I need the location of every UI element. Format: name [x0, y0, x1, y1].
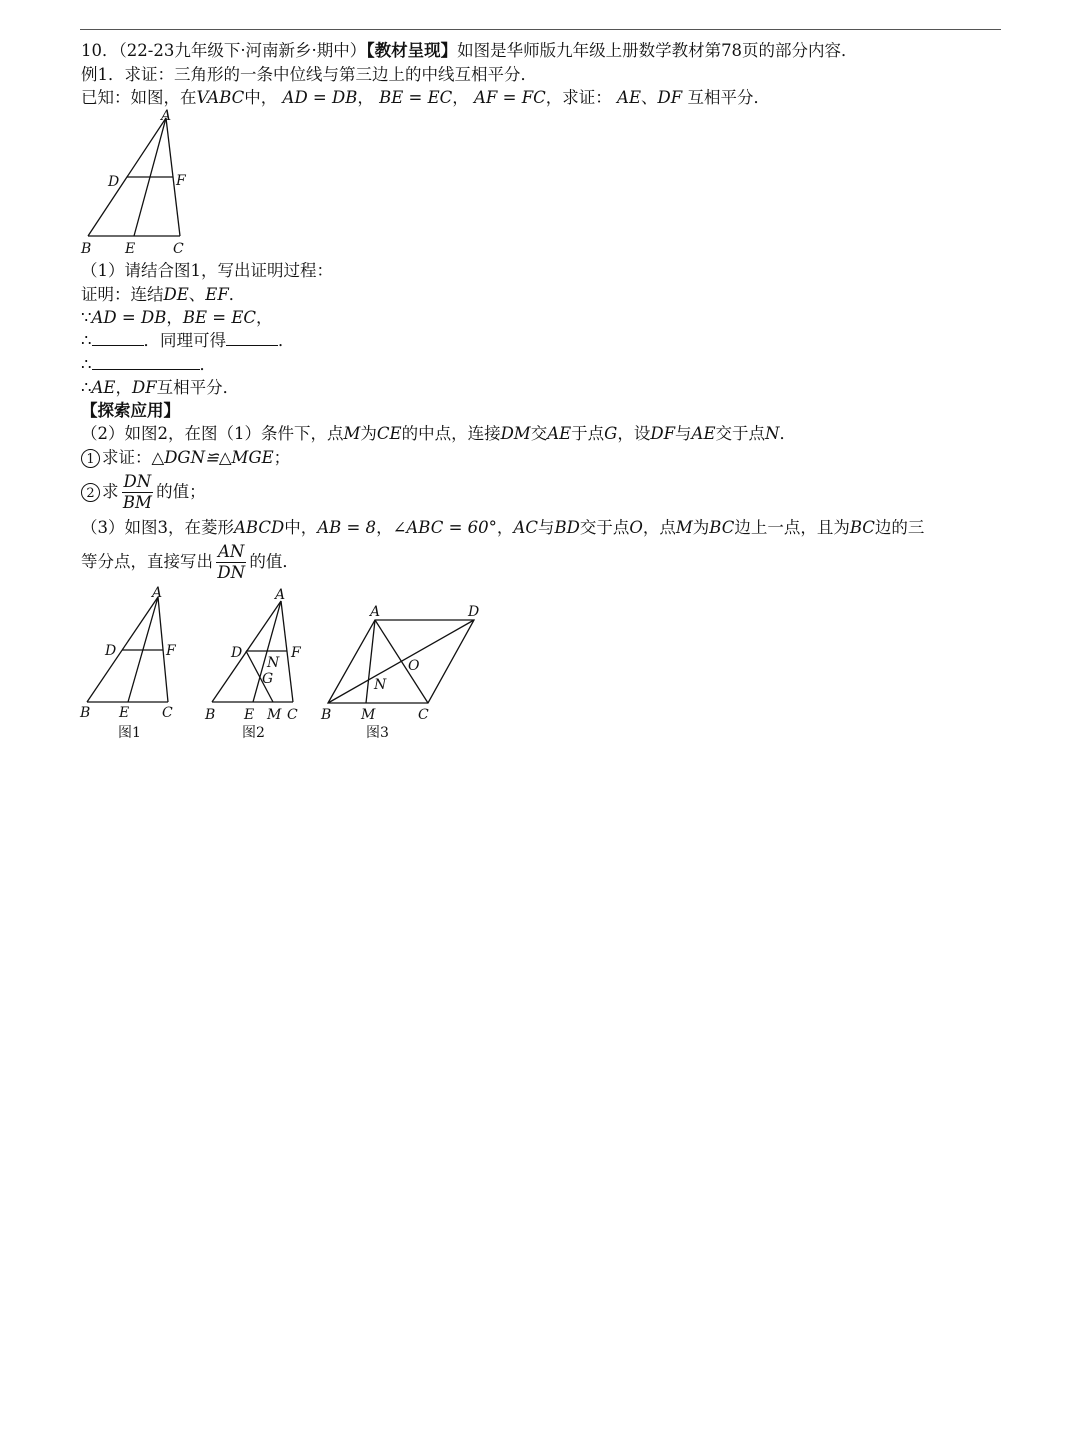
- fig3-label-B: B: [321, 707, 332, 723]
- p2-e: 于点: [571, 424, 605, 443]
- p3-e: 与: [537, 518, 555, 537]
- fraction-DN-BM: [122, 472, 154, 513]
- fig2-label-C: C: [287, 707, 298, 723]
- p3-BC2: BC: [849, 518, 875, 537]
- fig1-label-B: B: [80, 705, 91, 721]
- p3-line2-b: 的值．: [249, 552, 299, 571]
- proof-line-2: [81, 307, 272, 329]
- p2-G: G: [604, 424, 618, 443]
- question-source: （22-23九年级下·河南新乡·期中）: [118, 41, 367, 60]
- given-prefix: 已知：如图，在: [81, 88, 197, 107]
- sub2-text: 求: [102, 482, 119, 501]
- p3-g: ，点: [642, 518, 676, 537]
- header-rule: [80, 29, 1001, 30]
- answer-blank-3[interactable]: [92, 355, 200, 370]
- answer-blank-2[interactable]: [226, 331, 278, 346]
- p2-DF: DF: [650, 424, 676, 443]
- example-line: 例1．求证：三角形的一条中位线与第三边上的中线互相平分．: [81, 65, 537, 84]
- p3-a: （3）如图3，在菱形: [81, 518, 234, 537]
- fraction-AN-DN: [216, 542, 246, 583]
- fig2-label-E: E: [244, 707, 255, 723]
- label-F: F: [176, 173, 186, 189]
- p3-f: 交于点: [579, 518, 630, 537]
- proof-line-3: [81, 330, 295, 352]
- conclusion-DF: DF: [131, 378, 157, 397]
- fig2-label-F: F: [291, 645, 301, 661]
- blank-end: ．: [278, 331, 295, 350]
- fig1-caption: 图1: [118, 725, 141, 741]
- given-suffix: 互相平分．: [687, 88, 770, 107]
- part2-sub2: [81, 470, 206, 514]
- p2-g: 与: [675, 424, 692, 443]
- given-cond-3: AF = FC: [474, 88, 546, 107]
- fig1-label-E: E: [119, 705, 130, 721]
- fig2-label-D: D: [231, 645, 243, 661]
- p3-line2-a: 等分点，直接写出: [81, 552, 213, 571]
- because-sep: ，: [166, 308, 183, 327]
- question-intro: 如图是华师版九年级上册数学教材第78页的部分内容．: [457, 41, 858, 60]
- proof-line-1: [81, 284, 245, 306]
- similarly-text: ．同理可得: [143, 331, 226, 350]
- figure-2: [203, 585, 323, 745]
- fig3-caption: 图3: [366, 725, 389, 741]
- fig3-diagonal-BD: [328, 620, 474, 703]
- label-E: E: [125, 241, 136, 257]
- because-symbol: ∵: [81, 308, 92, 327]
- fig2-caption: 图2: [242, 725, 265, 741]
- given-seg-1: AE: [617, 88, 641, 107]
- figure-1-top: [78, 108, 208, 258]
- fraction-denominator: BM: [122, 493, 152, 512]
- sub1-text: 求证：: [102, 448, 152, 467]
- figure-3: [318, 600, 493, 745]
- p2-a: （2）如图2，在图（1）条件下，点: [81, 424, 344, 443]
- fraction-denominator-2: DN: [217, 563, 246, 582]
- label-A: A: [161, 108, 172, 124]
- label-C: C: [173, 241, 184, 257]
- p2-M: M: [343, 424, 361, 443]
- therefore-symbol-3: ∴: [81, 378, 92, 397]
- label-D: D: [108, 174, 120, 190]
- given-triangle: VABC: [196, 88, 245, 107]
- proof-line-4: [81, 354, 216, 376]
- because-end: ，: [255, 308, 273, 327]
- therefore-symbol: ∴: [81, 331, 92, 350]
- proof-DE: DE: [163, 285, 189, 304]
- fraction-numerator: DN: [123, 472, 152, 491]
- fig1-label-D: D: [105, 643, 117, 659]
- because-cond-1: AD = DB: [91, 308, 167, 327]
- p3-h: 为: [692, 518, 710, 537]
- given-prove: ，求证：: [545, 88, 612, 107]
- p3-j: 边的三: [874, 518, 925, 537]
- p2-i: ．: [779, 424, 796, 443]
- proof-sep: 、: [188, 285, 206, 304]
- fig3-label-N: N: [374, 677, 387, 693]
- part3-line-1: [81, 517, 924, 539]
- p3-M: M: [675, 518, 693, 537]
- p3-AB: AB = 8: [317, 518, 377, 537]
- p2-DM: DM: [500, 424, 531, 443]
- circled-number-2: 2: [81, 483, 100, 502]
- given-mid: 中，: [244, 88, 278, 107]
- conclusion-AE: AE: [91, 378, 116, 397]
- p2-AE: AE: [547, 424, 572, 443]
- figure-1: [78, 585, 198, 745]
- p3-BC: BC: [709, 518, 735, 537]
- answer-blank-1[interactable]: [92, 331, 144, 346]
- p3-angle: ∠ABC = 60°: [392, 518, 497, 537]
- proof-line-5: [81, 377, 239, 399]
- fig2-label-B: B: [205, 707, 216, 723]
- p2-b: 为: [360, 424, 377, 443]
- p2-N: N: [765, 424, 780, 443]
- given-sep-2: ，: [452, 88, 469, 107]
- given-cond-2: BE = EC: [379, 88, 453, 107]
- fig3-label-M: M: [361, 707, 376, 723]
- fig3-label-A: A: [370, 604, 381, 620]
- fig1-label-A: A: [152, 585, 163, 601]
- fig3-label-C: C: [418, 707, 429, 723]
- p3-O: O: [629, 518, 643, 537]
- p2-h: 交于点: [715, 424, 766, 443]
- given-sep-1: ，: [357, 88, 374, 107]
- therefore-symbol-2: ∴: [81, 355, 92, 374]
- sub1-expression: △DGN≌△MGE: [151, 448, 274, 467]
- fig2-label-A: A: [275, 587, 286, 603]
- question-header: [81, 40, 858, 62]
- part3-line-2: [81, 540, 299, 584]
- because-cond-2: BE = EC: [182, 308, 256, 327]
- fig2-label-G: G: [262, 671, 274, 687]
- p3-ABCD: ABCD: [234, 518, 285, 537]
- part2-text: [81, 423, 796, 445]
- given-sep-3: 、: [641, 88, 658, 107]
- p3-c: ，: [376, 518, 393, 537]
- p3-i: 边上一点，且为: [734, 518, 850, 537]
- p3-d: ，: [496, 518, 514, 537]
- p2-CE: CE: [376, 424, 402, 443]
- question-tag: 【教材呈现】: [366, 41, 458, 60]
- p3-AC: AC: [513, 518, 538, 537]
- question-number: 10．: [81, 41, 119, 60]
- blank-end-2: ．: [199, 355, 216, 374]
- fig3-label-D: D: [468, 604, 480, 620]
- proof-EF: EF: [205, 285, 229, 304]
- p2-c: 的中点，连接: [401, 424, 501, 443]
- given-line: [81, 87, 770, 109]
- fig1-label-F: F: [166, 643, 176, 659]
- part1-prompt: （1）请结合图1，写出证明过程：: [81, 261, 333, 280]
- fig2-label-M: M: [267, 707, 282, 723]
- proof-end: ．: [228, 285, 246, 304]
- sub2-end: 的值；: [156, 482, 206, 501]
- fig1-label-C: C: [162, 705, 173, 721]
- p2-d: 交: [530, 424, 548, 443]
- fig2-label-N: N: [267, 655, 280, 671]
- proof-connect: 证明：连结: [81, 285, 164, 304]
- conclusion-end: 互相平分．: [156, 378, 240, 397]
- conclusion-sep: ，: [115, 378, 132, 397]
- explore-heading: 【探索应用】: [81, 401, 180, 420]
- given-seg-2: DF: [657, 88, 683, 107]
- sub1-end: ；: [273, 448, 291, 467]
- p2-f: ，设: [617, 424, 651, 443]
- p3-BD: BD: [554, 518, 580, 537]
- given-cond-1: AD = DB: [282, 88, 358, 107]
- fraction-numerator-2: AN: [218, 542, 245, 561]
- p3-b: 中，: [284, 518, 318, 537]
- label-B: B: [81, 241, 92, 257]
- p2-AE2: AE: [691, 424, 716, 443]
- fig3-label-O: O: [408, 658, 420, 674]
- part2-sub1: [81, 447, 290, 469]
- circled-number-1: 1: [81, 449, 100, 468]
